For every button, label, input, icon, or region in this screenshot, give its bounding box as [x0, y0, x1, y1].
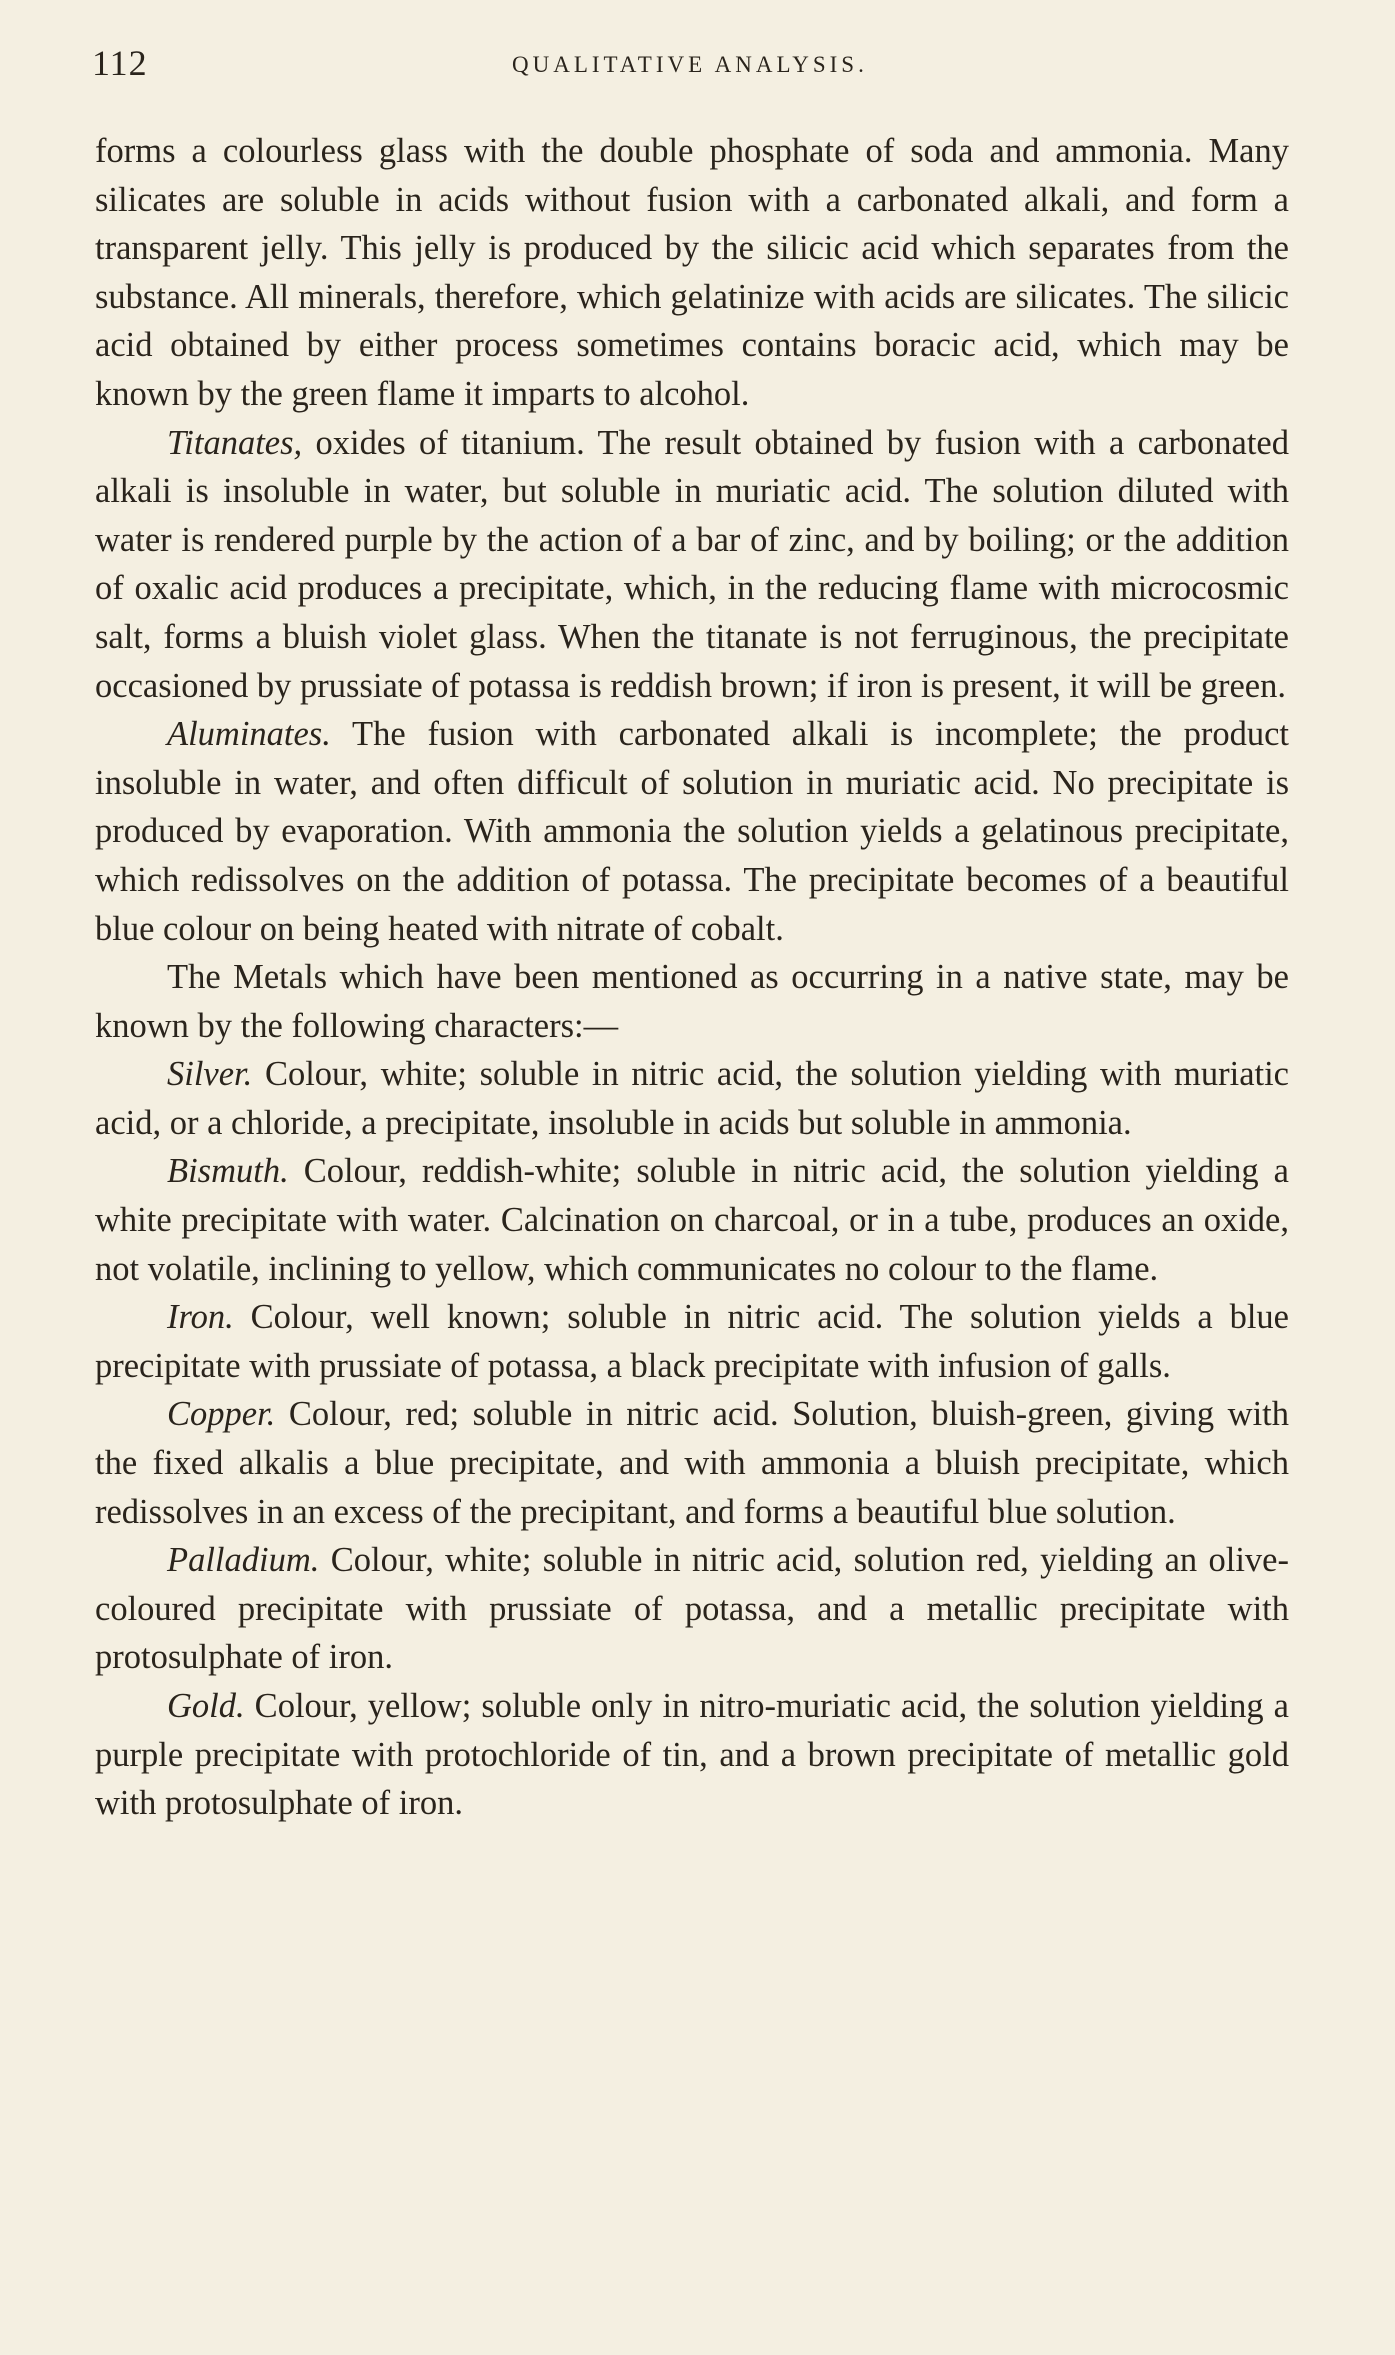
body-text	[95, 127, 1289, 1828]
paragraph-text: Colour, reddish-white; soluble in nitric acid, the solution yielding a white precipitate with water. Calcination on charcoal, or in a tube, produces an oxide, not volatile, inclining to yellow, which communicates no colour to the flame.	[95, 1152, 1289, 1288]
paragraph-text: Colour, white; soluble in nitric acid, solution red, yielding an olive-coloured precipitate with prussiate of potassa, and a metallic precipitate with protosulphate of iron.	[95, 1541, 1289, 1677]
paragraph-silver	[95, 1050, 1289, 1147]
paragraph-text: Colour, well known; soluble in nitric acid. The solution yields a blue precipitate with prussiate of potassa, a black precipitate with infusion of galls.	[95, 1298, 1289, 1385]
term-gold: Gold.	[167, 1687, 245, 1725]
paragraph-text: Colour, yellow; soluble only in nitro-muriatic acid, the solution yielding a purple precipitate with protochloride of tin, and a brown precipitate of metallic gold with protosulphate of iron.	[95, 1687, 1289, 1823]
paragraph-iron	[95, 1293, 1289, 1390]
paragraph-metals-intro	[95, 953, 1289, 1050]
paragraph-text: forms a colourless glass with the double phosphate of soda and ammonia. Many silicates are soluble in acids without fusion with a carbonated alkali, and form a transparent jelly. This jelly is produced by the silicic acid which separates from the substance. All minerals, therefore, which gelatinize with acids are silicates. The silicic acid obtained by either process sometimes contains boracic acid, which may be known by the green flame it imparts to alcohol.	[95, 132, 1289, 413]
paragraph-palladium	[95, 1536, 1289, 1682]
paragraph-text: The fusion with carbonated alkali is incomplete; the product insoluble in water, and often difficult of solution in muriatic acid. No precipitate is produced by evaporation. With ammonia the solution yields a gelatinous precipitate, which redissolves on the addition of potassa. The precipitate becomes of a beautiful blue colour on being heated with nitrate of cobalt.	[95, 715, 1289, 948]
page-header	[92, 42, 1292, 82]
paragraph-copper	[95, 1390, 1289, 1536]
term-bismuth: Bismuth.	[167, 1152, 289, 1191]
term-iron: Iron.	[167, 1298, 234, 1337]
paragraph-text: Colour, white; soluble in nitric acid, the solution yielding with muriatic acid, or a chloride, a precipitate, insoluble in acids but soluble in ammonia.	[95, 1055, 1289, 1142]
paragraph-text: oxides of titanium. The result obtained by fusion with a carbonated alkali is insoluble in water, but soluble in muriatic acid. The solution diluted with water is rendered purple by the action of a bar of zinc, and by boiling; or the addition of oxalic acid produces a precipitate, which, in the reducing flame with microcosmic salt, forms a bluish violet glass. When the titanate is not ferruginous, the precipitate occasioned by prussiate of potassa is reddish brown; if iron is present, it will be green.	[95, 423, 1289, 705]
paragraph-aluminates	[95, 710, 1289, 953]
term-aluminates: Aluminates.	[167, 715, 331, 754]
term-titanates: Titanates,	[167, 423, 303, 462]
paragraph-titanates	[95, 419, 1289, 711]
paragraph-silicates-continued	[95, 127, 1289, 419]
paragraph-gold	[95, 1682, 1289, 1828]
term-palladium: Palladium.	[167, 1541, 320, 1580]
running-head: QUALITATIVE ANALYSIS.	[512, 52, 868, 77]
term-silver: Silver.	[167, 1055, 253, 1094]
paragraph-text: The Metals which have been mentioned as occurring in a native state, may be known by the following characters:—	[95, 958, 1289, 1045]
paragraph-bismuth	[95, 1147, 1289, 1293]
page-number: 112	[92, 43, 148, 83]
paragraph-text: Colour, red; soluble in nitric acid. Solution, bluish-green, giving with the fixed alkalis a blue precipitate, and with ammonia a bluish precipitate, which redissolves in an excess of the precipitant, and forms a beautiful blue solution.	[95, 1395, 1289, 1531]
term-copper: Copper.	[167, 1395, 276, 1434]
